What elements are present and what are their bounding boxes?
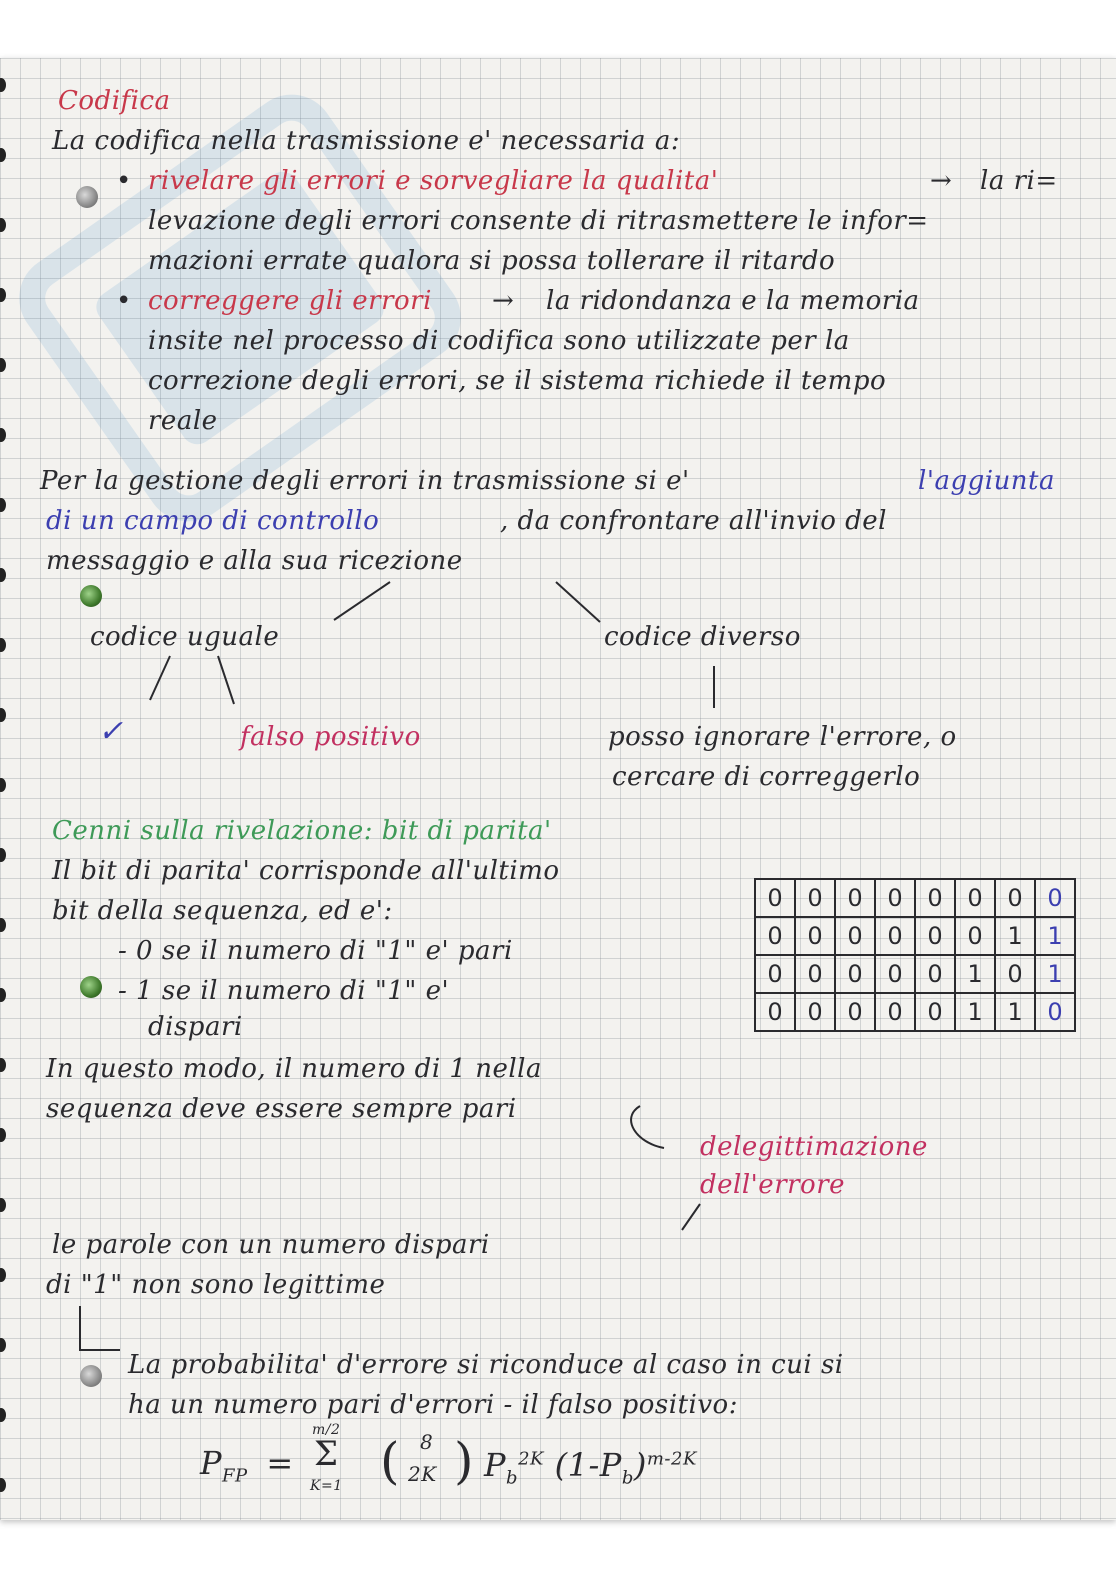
branch-same: codice uguale [90,622,280,652]
parity-line6: In questo modo, il numero di 1 nella [46,1054,542,1084]
para2-line3: messaggio e alla sua ricezione [46,546,463,576]
branch-different-line1: posso ignorare l'errore, o [608,722,957,752]
para2-highlight1: l'aggiunta [918,466,1056,496]
table-cell: 0 [755,917,795,955]
formula-lhs-sub: FP [222,1465,248,1487]
formula-pb: P [484,1446,507,1484]
bullet-dot: • [116,166,132,196]
sum-upper: m/2 [312,1422,341,1438]
bullet1-keyword: rivelare gli errori e sorvegliare la qualita' [148,166,719,196]
parity-line2: bit della sequenza, ed e': [52,896,393,926]
table-cell: 0 [875,879,915,917]
branch-different: codice diverso [604,622,801,652]
formula-rest-sub: b [621,1467,634,1489]
table-cell: 0 [875,993,915,1031]
table-cell: 1 [955,993,995,1031]
formula-rest-exp: m-2K [646,1448,697,1470]
parity-table [754,878,1076,1032]
bullet2-keyword: correggere gli errori [148,286,432,316]
parity-bit-cell: 0 [1035,993,1075,1031]
bullet1-line2: levazione degli errori consente di ritrasmettere le infor= [148,206,929,236]
table-cell: 0 [835,879,875,917]
arrow-icon: → [930,166,953,196]
bullet2-line2: insite nel processo di codifica sono utilizzate per la [148,326,850,356]
parity-bit-cell: 1 [1035,955,1075,993]
table-cell: 0 [835,917,875,955]
intro-line: La codifica nella trasmissione e' necessaria a: [52,126,681,156]
margin-note-line2: dell'errore [700,1170,846,1200]
table-cell: 1 [955,955,995,993]
table-cell: 0 [795,993,835,1031]
table-cell: 0 [755,993,795,1031]
table-cell: 0 [795,917,835,955]
formula-lhs: P [200,1444,223,1482]
parity-line9: di "1" non sono legittime [46,1270,386,1300]
parity-line1: Il bit di parita' corrisponde all'ultimo [52,856,560,886]
para2-highlight2: di un campo di controllo [46,506,380,536]
table-cell: 0 [915,993,955,1031]
parity-line11: ha un numero pari d'errori - il falso positivo: [128,1390,738,1420]
margin-note-line1: delegittimazione [700,1132,928,1162]
para2-line2-tail: , da confrontare all'invio del [500,506,887,536]
binom-bottom: 2K [408,1462,437,1486]
table-row [755,955,1075,993]
parity-line7: sequenza deve essere sempre pari [46,1094,517,1124]
table-cell: 0 [955,917,995,955]
table-cell: 0 [875,955,915,993]
bullet2-line3: correzione degli errori, se il sistema richiede il tempo [148,366,887,396]
tree-connectors [0,58,1116,1520]
parity-line3: - 0 se il numero di "1" e' pari [118,936,513,966]
table-cell: 0 [875,917,915,955]
parity-line10: La probabilita' d'errore si riconduce al caso in cui si [128,1350,844,1380]
table-row [755,993,1075,1031]
formula-equals: = [266,1444,294,1482]
table-cell: 0 [915,917,955,955]
page-title: Codifica [58,86,171,116]
parity-line8: le parole con un numero dispari [52,1230,490,1260]
sum-lower: K=1 [310,1478,343,1494]
binom-open: ( [380,1432,401,1490]
sigma-icon: Σ [314,1434,339,1474]
table-cell: 0 [915,955,955,993]
parity-bit-cell: 1 [1035,917,1075,955]
checkmark-icon: ✓ [98,714,124,749]
formula-pb-sub: b [506,1467,519,1489]
table-row [755,917,1075,955]
branch-different-line2: cercare di correggerlo [612,762,921,792]
formula-pb-exp: 2K [518,1448,544,1470]
table-cell: 0 [955,879,995,917]
false-positive-label: falso positivo [240,722,421,752]
table-cell: 0 [755,879,795,917]
table-cell: 0 [835,993,875,1031]
notebook-page [0,58,1116,1520]
table-row [755,879,1075,917]
table-cell: 0 [795,955,835,993]
bullet1-line1-tail: la ri= [980,166,1058,196]
table-cell: 0 [995,955,1035,993]
table-cell: 1 [995,917,1035,955]
binom-top: 8 [420,1430,434,1454]
table-cell: 1 [995,993,1035,1031]
parity-line4: - 1 se il numero di "1" e' [118,976,450,1006]
parity-heading: Cenni sulla rivelazione: bit di parita' [52,816,552,846]
table-cell: 0 [795,879,835,917]
table-cell: 0 [915,879,955,917]
bullet-dot: • [116,286,132,316]
bullet2-line4: reale [148,406,218,436]
formula-rest-close: ) [633,1446,647,1484]
formula-rest: (1-P [554,1446,622,1484]
para2-line1: Per la gestione degli errori in trasmissione si e' [40,466,690,496]
table-cell: 0 [835,955,875,993]
arrow-icon: → [492,286,515,316]
parity-line5: dispari [148,1012,243,1042]
table-cell: 0 [995,879,1035,917]
parity-bit-cell: 0 [1035,879,1075,917]
bullet1-line3: mazioni errate qualora si possa tollerare il ritardo [148,246,836,276]
binom-close: ) [454,1432,475,1490]
table-cell: 0 [755,955,795,993]
bullet2-line1-tail: la ridondanza e la memoria [546,286,920,316]
